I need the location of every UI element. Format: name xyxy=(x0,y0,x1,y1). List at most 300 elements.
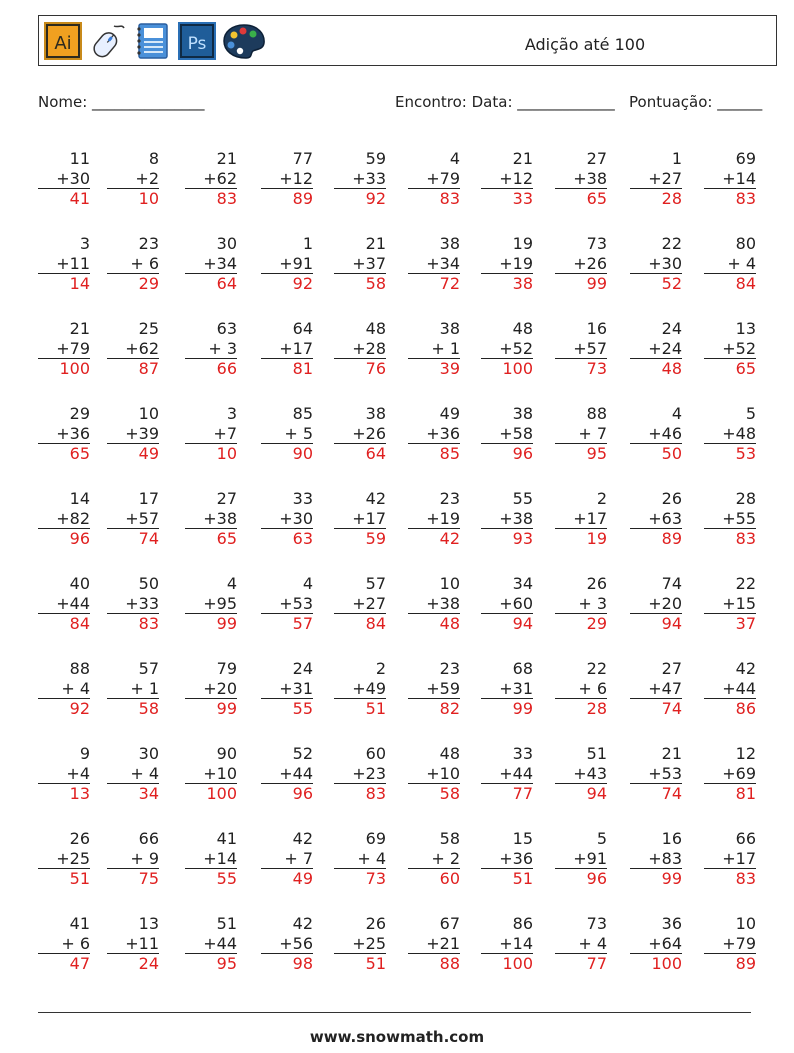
answer: 99 xyxy=(216,614,237,633)
second-addend: + 3 xyxy=(555,594,607,615)
first-addend: 63 xyxy=(216,319,237,338)
first-addend: 22 xyxy=(586,659,607,678)
second-addend: + 6 xyxy=(38,934,90,955)
problem-item xyxy=(185,744,237,804)
problem-item xyxy=(630,319,682,379)
problem-item xyxy=(408,574,460,634)
problem-item xyxy=(185,914,237,974)
problem-item xyxy=(555,914,607,974)
first-addend: 13 xyxy=(735,319,756,338)
answer: 74 xyxy=(661,784,682,803)
problem-item xyxy=(261,319,313,379)
second-addend: +57 xyxy=(555,339,607,360)
problem-item xyxy=(334,489,386,549)
name-field: Nome: _______________ xyxy=(38,93,205,111)
answer: 100 xyxy=(206,784,237,803)
answer: 47 xyxy=(69,954,90,973)
answer: 38 xyxy=(512,274,533,293)
problem-item xyxy=(38,234,90,294)
problem-item xyxy=(408,914,460,974)
first-addend: 80 xyxy=(735,234,756,253)
first-addend: 21 xyxy=(365,234,386,253)
second-addend: +46 xyxy=(630,424,682,445)
first-addend: 21 xyxy=(69,319,90,338)
answer: 41 xyxy=(69,189,90,208)
problem-item xyxy=(334,829,386,889)
second-addend: +62 xyxy=(107,339,159,360)
problem-item xyxy=(630,404,682,464)
second-addend: +52 xyxy=(481,339,533,360)
problem-item xyxy=(630,659,682,719)
first-addend: 74 xyxy=(661,574,682,593)
answer: 88 xyxy=(439,954,460,973)
second-addend: +38 xyxy=(185,509,237,530)
first-addend: 23 xyxy=(439,659,460,678)
second-addend: + 7 xyxy=(261,849,313,870)
first-addend: 38 xyxy=(365,404,386,423)
second-addend: +59 xyxy=(408,679,460,700)
problem-item xyxy=(38,489,90,549)
first-addend: 8 xyxy=(148,149,159,168)
first-addend: 67 xyxy=(439,914,460,933)
answer: 73 xyxy=(586,359,607,378)
second-addend: + 1 xyxy=(107,679,159,700)
second-addend: +48 xyxy=(704,424,756,445)
first-addend: 38 xyxy=(439,234,460,253)
second-addend: +44 xyxy=(38,594,90,615)
answer: 64 xyxy=(365,444,386,463)
problem-item xyxy=(261,829,313,889)
second-addend: +28 xyxy=(334,339,386,360)
first-addend: 2 xyxy=(596,489,607,508)
first-addend: 26 xyxy=(365,914,386,933)
first-addend: 41 xyxy=(69,914,90,933)
second-addend: +23 xyxy=(334,764,386,785)
answer: 73 xyxy=(365,869,386,888)
first-addend: 10 xyxy=(439,574,460,593)
answer: 84 xyxy=(69,614,90,633)
first-addend: 3 xyxy=(79,234,90,253)
problem-item xyxy=(555,489,607,549)
answer: 85 xyxy=(439,444,460,463)
second-addend: +14 xyxy=(481,934,533,955)
answer: 75 xyxy=(138,869,159,888)
problem-item xyxy=(334,744,386,804)
answer: 95 xyxy=(216,954,237,973)
first-addend: 13 xyxy=(138,914,159,933)
answer: 96 xyxy=(586,869,607,888)
problem-item xyxy=(408,489,460,549)
second-addend: + 4 xyxy=(334,849,386,870)
second-addend: +2 xyxy=(107,169,159,190)
first-addend: 57 xyxy=(365,574,386,593)
mouse-icon xyxy=(88,22,126,60)
first-addend: 10 xyxy=(735,914,756,933)
first-addend: 41 xyxy=(216,829,237,848)
problem-item xyxy=(185,319,237,379)
second-addend: + 5 xyxy=(261,424,313,445)
answer: 83 xyxy=(735,189,756,208)
second-addend: +47 xyxy=(630,679,682,700)
answer: 82 xyxy=(439,699,460,718)
problem-item xyxy=(630,829,682,889)
answer: 92 xyxy=(292,274,313,293)
problem-item xyxy=(185,489,237,549)
second-addend: +14 xyxy=(704,169,756,190)
second-addend: +82 xyxy=(38,509,90,530)
first-addend: 22 xyxy=(661,234,682,253)
first-addend: 88 xyxy=(69,659,90,678)
answer: 92 xyxy=(69,699,90,718)
first-addend: 73 xyxy=(586,914,607,933)
problem-item xyxy=(408,234,460,294)
second-addend: +95 xyxy=(185,594,237,615)
problem-item xyxy=(107,829,159,889)
problem-item xyxy=(185,574,237,634)
answer: 28 xyxy=(586,699,607,718)
second-addend: +12 xyxy=(261,169,313,190)
problem-item xyxy=(107,234,159,294)
illustrator-icon xyxy=(44,22,82,60)
second-addend: +44 xyxy=(481,764,533,785)
first-addend: 42 xyxy=(365,489,386,508)
second-addend: + 1 xyxy=(408,339,460,360)
problem-item xyxy=(555,319,607,379)
second-addend: +26 xyxy=(334,424,386,445)
problem-item xyxy=(334,574,386,634)
second-addend: +44 xyxy=(261,764,313,785)
second-addend: +21 xyxy=(408,934,460,955)
problem-item xyxy=(107,574,159,634)
second-addend: +30 xyxy=(630,254,682,275)
first-addend: 16 xyxy=(661,829,682,848)
first-addend: 48 xyxy=(439,744,460,763)
first-addend: 26 xyxy=(586,574,607,593)
first-addend: 23 xyxy=(439,489,460,508)
first-addend: 57 xyxy=(138,659,159,678)
problem-item xyxy=(555,829,607,889)
first-addend: 2 xyxy=(375,659,386,678)
problem-item xyxy=(408,829,460,889)
second-addend: + 4 xyxy=(704,254,756,275)
answer: 72 xyxy=(439,274,460,293)
first-addend: 69 xyxy=(365,829,386,848)
problem-item xyxy=(555,404,607,464)
first-addend: 15 xyxy=(512,829,533,848)
problem-item xyxy=(630,489,682,549)
first-addend: 21 xyxy=(661,744,682,763)
first-addend: 21 xyxy=(512,149,533,168)
second-addend: +39 xyxy=(107,424,159,445)
first-addend: 25 xyxy=(138,319,159,338)
problem-item xyxy=(107,404,159,464)
second-addend: +15 xyxy=(704,594,756,615)
problem-item xyxy=(107,744,159,804)
answer: 49 xyxy=(292,869,313,888)
problem-item xyxy=(334,149,386,209)
answer: 10 xyxy=(138,189,159,208)
second-addend: +36 xyxy=(408,424,460,445)
first-addend: 1 xyxy=(671,149,682,168)
problem-item xyxy=(630,234,682,294)
answer: 34 xyxy=(138,784,159,803)
first-addend: 17 xyxy=(138,489,159,508)
answer: 55 xyxy=(216,869,237,888)
problem-item xyxy=(261,489,313,549)
first-addend: 38 xyxy=(512,404,533,423)
answer: 99 xyxy=(512,699,533,718)
second-addend: +83 xyxy=(630,849,682,870)
second-addend: +31 xyxy=(261,679,313,700)
second-addend: +33 xyxy=(107,594,159,615)
answer: 99 xyxy=(661,869,682,888)
problem-item xyxy=(261,234,313,294)
first-addend: 24 xyxy=(661,319,682,338)
second-addend: +44 xyxy=(704,679,756,700)
second-addend: +53 xyxy=(630,764,682,785)
problem-item xyxy=(185,149,237,209)
answer: 96 xyxy=(292,784,313,803)
second-addend: +31 xyxy=(481,679,533,700)
problem-item xyxy=(704,319,756,379)
answer: 10 xyxy=(216,444,237,463)
problem-item xyxy=(481,659,533,719)
answer: 99 xyxy=(216,699,237,718)
second-addend: +20 xyxy=(185,679,237,700)
second-addend: +7 xyxy=(185,424,237,445)
answer: 84 xyxy=(365,614,386,633)
problem-item xyxy=(704,574,756,634)
second-addend: +52 xyxy=(704,339,756,360)
answer: 66 xyxy=(216,359,237,378)
problem-item xyxy=(38,744,90,804)
second-addend: +58 xyxy=(481,424,533,445)
answer: 59 xyxy=(365,529,386,548)
problem-item xyxy=(704,659,756,719)
problem-item xyxy=(408,659,460,719)
answer: 58 xyxy=(439,784,460,803)
problem-item xyxy=(261,574,313,634)
answer: 13 xyxy=(69,784,90,803)
answer: 51 xyxy=(365,699,386,718)
answer: 100 xyxy=(651,954,682,973)
second-addend: +38 xyxy=(555,169,607,190)
problem-item xyxy=(334,914,386,974)
answer: 100 xyxy=(502,954,533,973)
problem-item xyxy=(630,914,682,974)
first-addend: 42 xyxy=(735,659,756,678)
answer: 51 xyxy=(365,954,386,973)
first-addend: 27 xyxy=(216,489,237,508)
problem-item xyxy=(481,914,533,974)
answer: 39 xyxy=(439,359,460,378)
second-addend: + 3 xyxy=(185,339,237,360)
first-addend: 4 xyxy=(302,574,313,593)
first-addend: 51 xyxy=(586,744,607,763)
answer: 53 xyxy=(735,444,756,463)
answer: 83 xyxy=(216,189,237,208)
answer: 29 xyxy=(138,274,159,293)
second-addend: +17 xyxy=(704,849,756,870)
first-addend: 29 xyxy=(69,404,90,423)
answer: 76 xyxy=(365,359,386,378)
first-addend: 38 xyxy=(439,319,460,338)
first-addend: 36 xyxy=(661,914,682,933)
first-addend: 42 xyxy=(292,829,313,848)
second-addend: +60 xyxy=(481,594,533,615)
first-addend: 28 xyxy=(735,489,756,508)
second-addend: +62 xyxy=(185,169,237,190)
answer: 50 xyxy=(661,444,682,463)
second-addend: +91 xyxy=(261,254,313,275)
second-addend: +17 xyxy=(334,509,386,530)
second-addend: +36 xyxy=(38,424,90,445)
first-addend: 14 xyxy=(69,489,90,508)
problem-item xyxy=(704,234,756,294)
problem-item xyxy=(555,744,607,804)
problem-item xyxy=(408,744,460,804)
problem-item xyxy=(334,659,386,719)
problem-item xyxy=(704,914,756,974)
answer: 77 xyxy=(586,954,607,973)
problem-item xyxy=(481,829,533,889)
second-addend: + 9 xyxy=(107,849,159,870)
answer: 28 xyxy=(661,189,682,208)
answer: 33 xyxy=(512,189,533,208)
second-addend: +34 xyxy=(408,254,460,275)
problem-item xyxy=(630,574,682,634)
second-addend: +36 xyxy=(481,849,533,870)
second-addend: +12 xyxy=(481,169,533,190)
first-addend: 27 xyxy=(661,659,682,678)
paint-palette-icon xyxy=(222,22,266,60)
problem-item xyxy=(38,914,90,974)
second-addend: +53 xyxy=(261,594,313,615)
first-addend: 69 xyxy=(735,149,756,168)
first-addend: 5 xyxy=(745,404,756,423)
answer: 52 xyxy=(661,274,682,293)
problem-item xyxy=(107,319,159,379)
first-addend: 60 xyxy=(365,744,386,763)
answer: 74 xyxy=(661,699,682,718)
answer: 48 xyxy=(439,614,460,633)
second-addend: +79 xyxy=(38,339,90,360)
second-addend: +19 xyxy=(408,509,460,530)
answer: 90 xyxy=(292,444,313,463)
second-addend: +49 xyxy=(334,679,386,700)
second-addend: + 7 xyxy=(555,424,607,445)
second-addend: +14 xyxy=(185,849,237,870)
second-addend: +33 xyxy=(334,169,386,190)
problem-item xyxy=(107,149,159,209)
answer: 48 xyxy=(661,359,682,378)
second-addend: +27 xyxy=(334,594,386,615)
first-addend: 55 xyxy=(512,489,533,508)
problem-item xyxy=(408,319,460,379)
answer: 29 xyxy=(586,614,607,633)
answer: 99 xyxy=(586,274,607,293)
problem-item xyxy=(481,319,533,379)
first-addend: 26 xyxy=(69,829,90,848)
problem-item xyxy=(630,744,682,804)
second-addend: + 6 xyxy=(555,679,607,700)
answer: 42 xyxy=(439,529,460,548)
first-addend: 27 xyxy=(586,149,607,168)
first-addend: 30 xyxy=(216,234,237,253)
second-addend: +11 xyxy=(107,934,159,955)
first-addend: 66 xyxy=(735,829,756,848)
problem-item xyxy=(261,149,313,209)
answer: 89 xyxy=(292,189,313,208)
score-field: Pontuação: ______ xyxy=(629,93,763,111)
problem-item xyxy=(408,149,460,209)
problem-item xyxy=(555,234,607,294)
second-addend: +17 xyxy=(555,509,607,530)
problem-item xyxy=(334,319,386,379)
answer: 94 xyxy=(586,784,607,803)
answer: 81 xyxy=(735,784,756,803)
first-addend: 66 xyxy=(138,829,159,848)
problem-item xyxy=(185,234,237,294)
problem-item xyxy=(704,149,756,209)
first-addend: 23 xyxy=(138,234,159,253)
answer: 96 xyxy=(69,529,90,548)
first-addend: 48 xyxy=(365,319,386,338)
problem-item xyxy=(38,149,90,209)
answer: 65 xyxy=(216,529,237,548)
problem-item xyxy=(185,659,237,719)
second-addend: +24 xyxy=(630,339,682,360)
problem-item xyxy=(704,489,756,549)
problem-item xyxy=(107,914,159,974)
second-addend: + 4 xyxy=(555,934,607,955)
second-addend: +4 xyxy=(38,764,90,785)
answer: 83 xyxy=(735,869,756,888)
problem-item xyxy=(261,744,313,804)
svg-text:Ps: Ps xyxy=(187,34,207,54)
answer: 89 xyxy=(735,954,756,973)
problem-item xyxy=(408,404,460,464)
answer: 94 xyxy=(661,614,682,633)
first-addend: 50 xyxy=(138,574,159,593)
problem-item xyxy=(481,489,533,549)
problem-item xyxy=(107,489,159,549)
second-addend: +17 xyxy=(261,339,313,360)
answer: 95 xyxy=(586,444,607,463)
problem-item xyxy=(481,744,533,804)
second-addend: +63 xyxy=(630,509,682,530)
second-addend: +69 xyxy=(704,764,756,785)
first-addend: 4 xyxy=(671,404,682,423)
second-addend: +26 xyxy=(555,254,607,275)
problem-item xyxy=(261,404,313,464)
notebook-icon xyxy=(133,22,171,60)
answer: 92 xyxy=(365,189,386,208)
second-addend: +20 xyxy=(630,594,682,615)
first-addend: 24 xyxy=(292,659,313,678)
worksheet-title: Adição até 100 xyxy=(524,35,646,54)
problem-item xyxy=(704,829,756,889)
second-addend: + 4 xyxy=(38,679,90,700)
first-addend: 9 xyxy=(79,744,90,763)
answer: 100 xyxy=(59,359,90,378)
answer: 60 xyxy=(439,869,460,888)
first-addend: 88 xyxy=(586,404,607,423)
answer: 51 xyxy=(512,869,533,888)
first-addend: 11 xyxy=(69,149,90,168)
problem-item xyxy=(481,574,533,634)
first-addend: 34 xyxy=(512,574,533,593)
